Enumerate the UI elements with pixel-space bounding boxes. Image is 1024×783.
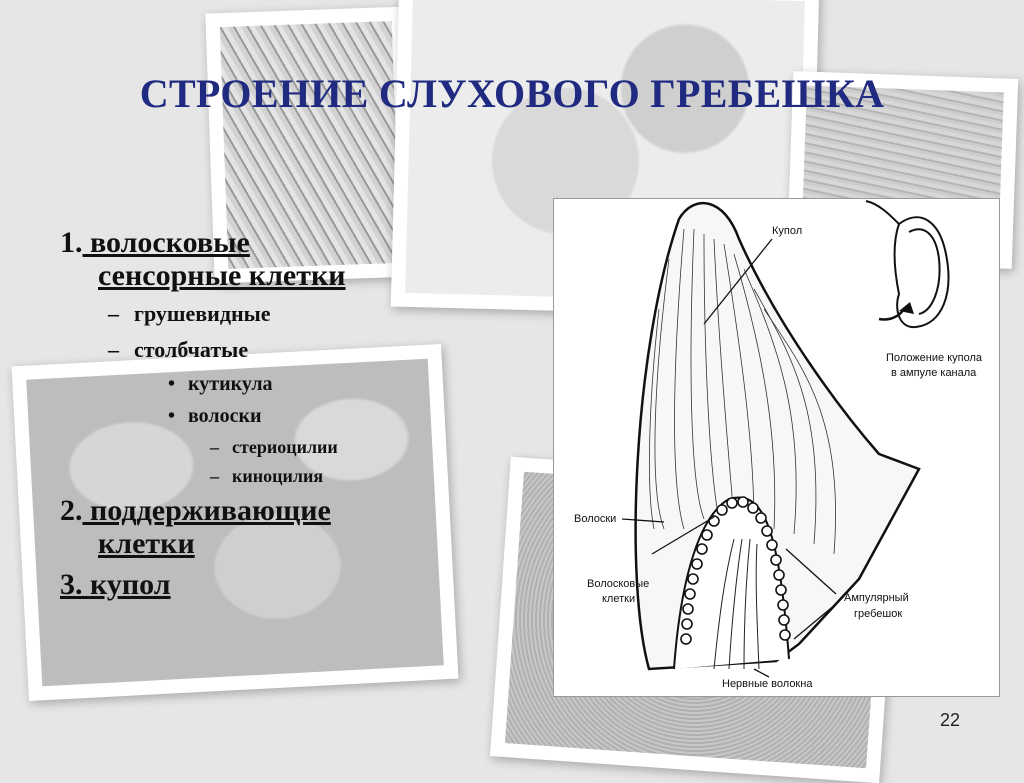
dash-marker: – xyxy=(210,466,219,486)
outline-list xyxy=(60,226,480,609)
leaf-item-kinocilium xyxy=(60,465,480,487)
item-number: 1. xyxy=(60,226,83,259)
bullet-marker: • xyxy=(168,405,176,427)
sub-item-label: столбчатые xyxy=(134,337,249,362)
dash-marker: – xyxy=(108,337,119,362)
item-text-line1: поддерживающие xyxy=(90,494,331,527)
item-text-line1: волосковые xyxy=(90,226,250,259)
label-cupola: Купол xyxy=(772,225,803,237)
item-text-line2: клетки xyxy=(98,527,195,560)
sub-item-columnar xyxy=(60,336,480,364)
sub-item-label: грушевидные xyxy=(134,301,271,326)
slide-title: СТРОЕНИЕ СЛУХОВОГО ГРЕБЕШКА xyxy=(139,71,885,116)
label-hairs: Волоски xyxy=(574,513,617,525)
outline-item-supporting-cells xyxy=(60,494,480,560)
label-hair-cells-line1: Волосковые xyxy=(587,578,650,590)
bullet-marker: • xyxy=(168,373,176,395)
item-text: 3. купол xyxy=(60,568,171,601)
item-text-line2: сенсорные клетки xyxy=(98,259,346,292)
subsub-item-cuticle xyxy=(60,372,480,396)
ampullary-crest-diagram xyxy=(553,198,1000,697)
label-nerve-fibers: Нервные волокна xyxy=(722,678,813,690)
label-crest-line1: Ампулярный xyxy=(844,592,909,604)
page-number: 22 xyxy=(940,710,961,730)
subsub-item-label: кутикула xyxy=(188,373,273,395)
dash-marker: – xyxy=(210,437,219,457)
sub-item-pear-shaped xyxy=(60,300,480,328)
label-position-line1: Положение купола xyxy=(886,352,982,364)
diagram-drawing xyxy=(554,199,999,696)
leaf-item-label: киноцилия xyxy=(232,466,324,486)
subsub-item-label: волоски xyxy=(188,405,262,427)
label-position-line2: в ампуле канала xyxy=(891,367,977,379)
dash-marker: – xyxy=(108,301,119,326)
leaf-item-label: стериоцилии xyxy=(232,437,338,457)
leaf-item-stereocilia xyxy=(60,436,480,458)
subsub-item-hairs xyxy=(60,404,480,428)
item-number: 2. xyxy=(60,494,83,527)
outline-item-hair-cells xyxy=(60,226,480,292)
label-hair-cells-line2: клетки xyxy=(602,593,636,605)
outline-item-cupola xyxy=(60,568,480,601)
label-crest-line2: гребешок xyxy=(854,608,903,620)
